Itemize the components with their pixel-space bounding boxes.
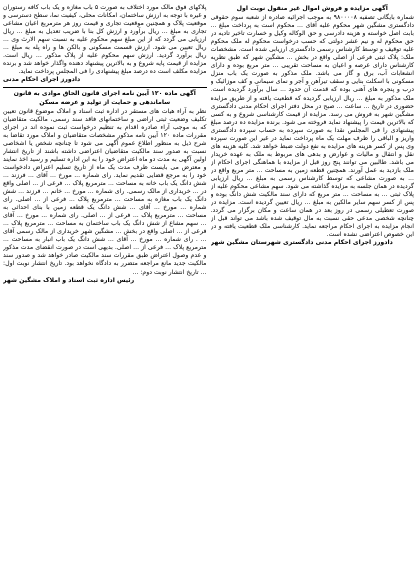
auction-notice-signature: دادورز اجرای احکام مدنی دادگستری شهرستان مشگین شهر	[210, 239, 393, 247]
auction-notice-body: شماره بایگانی تصفیه ۹۸۰۰۰۰۸ به موجب اجرائیه صادره از شعبه سوم حقوقی دادگستری مشگین شهر محکوم علیه آقای ... محکوم است به پرداخت مبلغ ... بابت اصل خواسته و هزینه دادرسی و حق الوکاله وکیل و خسارت تاخیر تادیه در حق محکوم له و نیم عشر دولتی که حسب درخواست محکوم له ملک محکوم علیه توقیف و توسط کارشناس رسمی دادگستری ارزیابی شده است. مشخصات ملک: پلاک ثبتی فرعی از اصلی واقع در بخش ... مشگین شهر که طبق نظریه کارشناس دارای عرصه و اعیان به مساحت تقریبی ... متر مربع بوده و دارای انشعابات آب، برق و گاز می باشد. ملک مذکور به صورت یک باب منزل مسکونی با اسکلت بنایی و سقف تیرآهن و آجر و نمای سیمانی و کف موزائیک و درب و پنجره های آهنی بوده که قدمت آن حدود ... سال برآورد گردیده است. ملک مذکور به مبلغ ... ریال ارزیابی گردیده که قطعیت یافته و از طریق مزایده حضوری در تاریخ ... ساعت ... صبح در محل دفتر اجرای احکام مدنی دادگستری مشگین شهر به فروش می رسد. مزایده از قیمت کارشناسی شروع و به کسی که بالاترین قیمت را پیشنهاد نماید فروخته می شود. برنده مزایده ده درصد مبلغ پیشنهادی را فی المجلس نقدا به صورت سپرده به حساب سپرده دادگستری واریز و الباقی را ظرف مهلت یک ماه پرداخت نماید در غیر این صورت سپرده وی پس از کسر هزینه های مزایده به نفع دولت ضبط خواهد شد. کلیه هزینه های نقل و انتقال و مالیات و عوارض و بدهی های مربوط به ملک به عهده خریدار می باشد. طالبین می توانند پنج روز قبل از مزایده با هماهنگی اجرای احکام از ملک بازدید به عمل آورند. همچنین قطعه زمین به مساحت ... متر مربع واقع در ... به صورت مشاعی که توسط کارشناس رسمی به مبلغ ... ریال ارزیابی گردیده در همان جلسه به مزایده گذاشته می شود. سهم مشاعی محکوم علیه از پلاک ثبتی ... به مساحت ... متر مربع که دارای سند مالکیت شش دانگ بوده و پس از کسر سهم سایر مالکین به مبلغ ... ریال تعیین گردیده است. مزایده در صورت تعطیلی رسمی در روز بعد در همان ساعت و مکان برگزار می گردد. چنانچه شخصی مدعی حقی نسبت به مال توقیف شده باشد می تواند قبل از انجام مزایده به اجرای احکام مراجعه نماید. کارشناسی ملک قطعیت یافته و در این خصوص اعتراضی نشده است.	[210, 14, 414, 239]
auction-notice-title: آگهی مزایده و فروش اموال غیر منقول نوبت اول	[236, 5, 388, 12]
notice-divider	[3, 87, 207, 88]
right-column	[211, 4, 415, 572]
registration-notice	[3, 90, 207, 284]
left-column	[3, 4, 207, 572]
registration-notice-signature: رئیس اداره ثبت اسناد و املاک مشگین شهر	[3, 276, 135, 284]
auction-notice	[211, 5, 415, 247]
property-valuation-notice	[3, 4, 207, 84]
registration-notice-body: نظر به آراء هیات های مستقر در اداره ثبت اسناد و املاک موضوع قانون تعیین تکلیف وضعیت ثبتی اراضی و ساختمانهای فاقد سند رسمی، مالکیت متقاضیان که به موجب آراء صادره اقدام به تنظیم درخواست ثبت نموده اند در اجرای مقررات ماده ۱۲۰ آیین نامه مذکور مشخصات متقاضیان و املاک مورد تقاضا به شرح ذیل به منظور اطلاع عموم آگهی می شود تا چنانچه شخص یا اشخاصی نسبت به صدور سند مالکیت متقاضیان اعتراضی داشته باشند از تاریخ انتشار اولین آگهی به مدت دو ماه اعتراض خود را به این اداره تسلیم و رسید اخذ نمایند و معترض می بایست ظرف مدت یک ماه از تاریخ تسلیم اعتراض دادخواست خود را به مرجع قضایی تقدیم نماید. رای شماره ... مورخ ... آقای ... فرزند ... شش دانگ یک باب خانه به مساحت ... مترمربع پلاک ... فرعی از ... اصلی واقع در ... خریداری از مالک رسمی. رای شماره ... مورخ ... خانم ... فرزند ... شش دانگ یک باب مغازه به مساحت ... مترمربع پلاک ... فرعی از ... اصلی. رای شماره ... مورخ ... آقای ... شش دانگ یک قطعه زمین با بنای احداثی به مساحت ... مترمربع پلاک ... فرعی از ... اصلی. رای شماره ... مورخ ... آقای ... سهم مشاع از شش دانگ یک باب ساختمان به مساحت ... مترمربع پلاک ... فرعی از ... اصلی واقع در بخش ... مشگین شهر خریداری از مالک رسمی آقای ... . رای شماره ... مورخ ... آقای ... شش دانگ یک باب انبار به مساحت ... مترمربع پلاک ... فرعی از ... اصلی. بدیهی است در صورت انقضای مدت مذکور و عدم وصول اعتراض طبق مقررات سند مالکیت صادر خواهد شد و صدور سند مالکیت جدید مانع مراجعه متضرر به دادگاه نخواهد بود. تاریخ انتشار نوبت اول: ... تاریخ انتشار نوبت دوم: ...	[3, 107, 207, 276]
registration-notice-title: آگهی ماده ۱۲۰ آیین نامه اجرای قانون الحاق موادی به قانون ساماندهی و حمایت از تولید و عرضه مسکن	[13, 90, 196, 106]
property-valuation-signature: دادورز اجرای احکام مدنی	[3, 76, 81, 84]
property-valuation-body: پلاکهای فوق مالک مورد اختلاف به صورت ۵ باب مغازه و یک باب کافه رستوران و غیره با توجه به ارزش ساختمان، امکانات محلی، کیفیت نما، سطح دسترسی و موقعیت پلاک و همچنین موقعیت تجاری و قیمت روز هر مترمربع اعیان مشاعی تجاری به مبلغ ... ریال برآورد و ارزش کل بنا با ضریب تعدیل به مبلغ ... ریال ارزیابی می گردد که از این مبلغ سهم محکوم علیه به نسبت سهم الارث وی ... ریال تعیین می شود. ارزش قسمت مسکونی و بالکن ها و راه پله به مبلغ ... ریال برآورد گردید. ارزش سهم محکوم علیه از پلاک مذکور ... ریال است. مزایده از قیمت پایه شروع و به بالاترین پیشنهاد دهنده واگذار خواهد شد و برنده مزایده مکلف است ده درصد مبلغ پیشنهادی را فی المجلس پرداخت نماید.	[3, 4, 207, 76]
